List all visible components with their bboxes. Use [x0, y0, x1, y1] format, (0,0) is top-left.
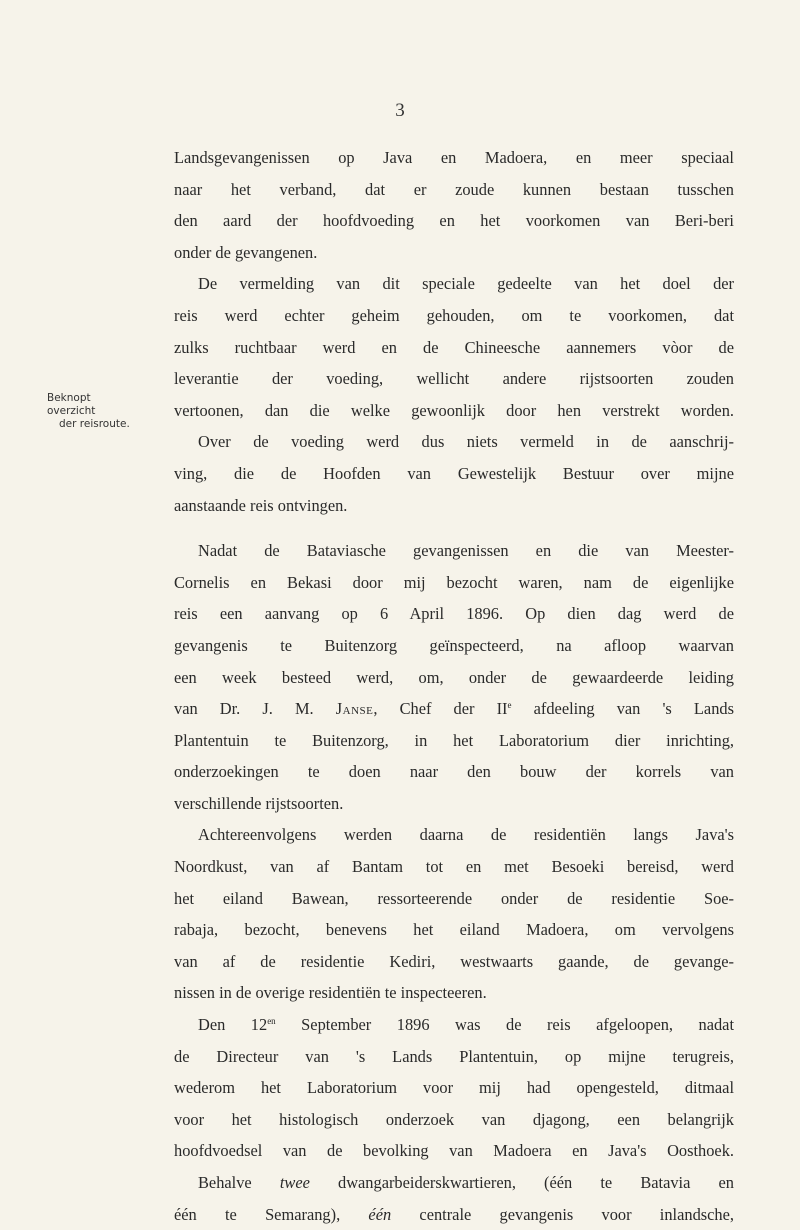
text-line: Noordkust, van af Bantam tot en met Besoeki bereisd, werd	[174, 857, 734, 877]
text-line: ving, die de Hoofden van Gewestelijk Bestuur over mijne	[174, 463, 734, 483]
text-line: rabaja, bezocht, benevens het eiland Madoera, om vervolgens	[174, 920, 734, 940]
text-line: gevangenis te Buitenzorg geïnspecteerd, na afloop waarvan	[174, 635, 734, 655]
emphasis: twee	[279, 1173, 310, 1192]
text-line: den aard der hoofdvoeding en het voorkomen van Beri-beri	[174, 211, 734, 231]
text-fragment: één te Semarang),	[174, 1204, 369, 1224]
text-line: onder de gevangenen.	[174, 242, 318, 262]
superscript: en	[267, 1016, 276, 1027]
text-fragment: Den 12	[198, 1015, 268, 1035]
text-line: onderzoekingen te doen naar den bouw der korrels van	[174, 762, 734, 782]
paragraph	[174, 535, 734, 819]
paragraph	[174, 1009, 734, 1167]
text-line: Nadat de Bataviasche gevangenissen en die van Meester-	[198, 541, 734, 561]
text-line: het eiland Bawean, ressorteerende onder de residentie Soe-	[174, 888, 734, 908]
text-line	[174, 693, 734, 725]
person-name: Janse	[335, 699, 374, 719]
text-fragment: centrale gevangenis voor inlandsche,	[391, 1204, 734, 1224]
page-number: 3	[395, 100, 405, 121]
text-fragment: September 1896 was de reis afgeloopen, nadat	[275, 1015, 734, 1035]
text-line: aanstaande reis ontvingen.	[174, 495, 348, 515]
text-line: Over de voeding werd dus niets vermeld in de aanschrij-	[198, 432, 734, 452]
text-line	[174, 1167, 734, 1199]
margin-note-line: der reisroute.	[59, 418, 130, 430]
text-line: reis werd echter geheim gehouden, om te voorkomen, dat	[174, 305, 734, 325]
paragraph	[174, 142, 734, 268]
text-line: wederom het Laboratorium voor mij had opengesteld, ditmaal	[174, 1078, 734, 1098]
margin-note	[47, 392, 137, 431]
body-text	[174, 142, 734, 1230]
text-line: naar het verband, dat er zoude kunnen bestaan tusschen	[174, 179, 734, 199]
text-line: verschillende rijstsoorten.	[174, 793, 344, 813]
text-line: een week besteed werd, om, onder de gewaardeerde leiding	[174, 667, 734, 687]
text-line: de Directeur van 's Lands Plantentuin, op mijne terugreis,	[174, 1046, 734, 1066]
text-line: leverantie der voeding, wellicht andere rijstsoorten zouden	[174, 369, 734, 389]
text-fragment: , Chef der II	[373, 699, 508, 719]
text-fragment: Behalve	[198, 1173, 280, 1192]
emphasis: één	[368, 1204, 392, 1224]
text-line: Achtereenvolgens werden daarna de residentiën langs Java's	[198, 825, 734, 845]
text-line: vertoonen, dan die welke gewoonlijk door hen verstrekt worden.	[174, 400, 734, 420]
margin-note-line: Beknopt overzicht	[47, 392, 96, 417]
text-line: voor het histologisch onderzoek van djagong, een belangrijk	[174, 1109, 734, 1129]
text-line: De vermelding van dit speciale gedeelte van het doel der	[198, 274, 734, 294]
paragraph	[174, 1167, 734, 1230]
text-fragment: van Dr. J. M.	[174, 699, 336, 719]
text-fragment: afdeeling van 's Lands	[511, 699, 734, 719]
text-line: Landsgevangenissen op Java en Madoera, en meer speciaal	[174, 148, 734, 167]
text-line	[174, 1009, 734, 1041]
paragraph	[174, 426, 734, 521]
text-line: hoofdvoedsel van de bevolking van Madoera en Java's Oosthoek.	[174, 1141, 734, 1161]
text-line: Cornelis en Bekasi door mij bezocht waren, nam de eigenlijke	[174, 572, 734, 592]
text-fragment: dwangarbeiderskwartieren, (één te Batavia en	[309, 1173, 734, 1192]
text-line: Plantentuin te Buitenzorg, in het Laboratorium dier inrichting,	[174, 730, 734, 750]
text-line: reis een aanvang op 6 April 1896. Op dien dag werd de	[174, 604, 734, 624]
text-line: zulks ruchtbaar werd en de Chineesche aannemers vòor de	[174, 337, 734, 357]
paragraph	[174, 268, 734, 426]
text-line	[174, 1199, 734, 1230]
superscript: e	[507, 700, 512, 711]
text-line: van af de residentie Kediri, westwaarts gaande, de gevange-	[174, 951, 734, 971]
paragraph	[174, 819, 734, 1009]
text-line: nissen in de overige residentiën te inspecteeren.	[174, 983, 487, 1003]
